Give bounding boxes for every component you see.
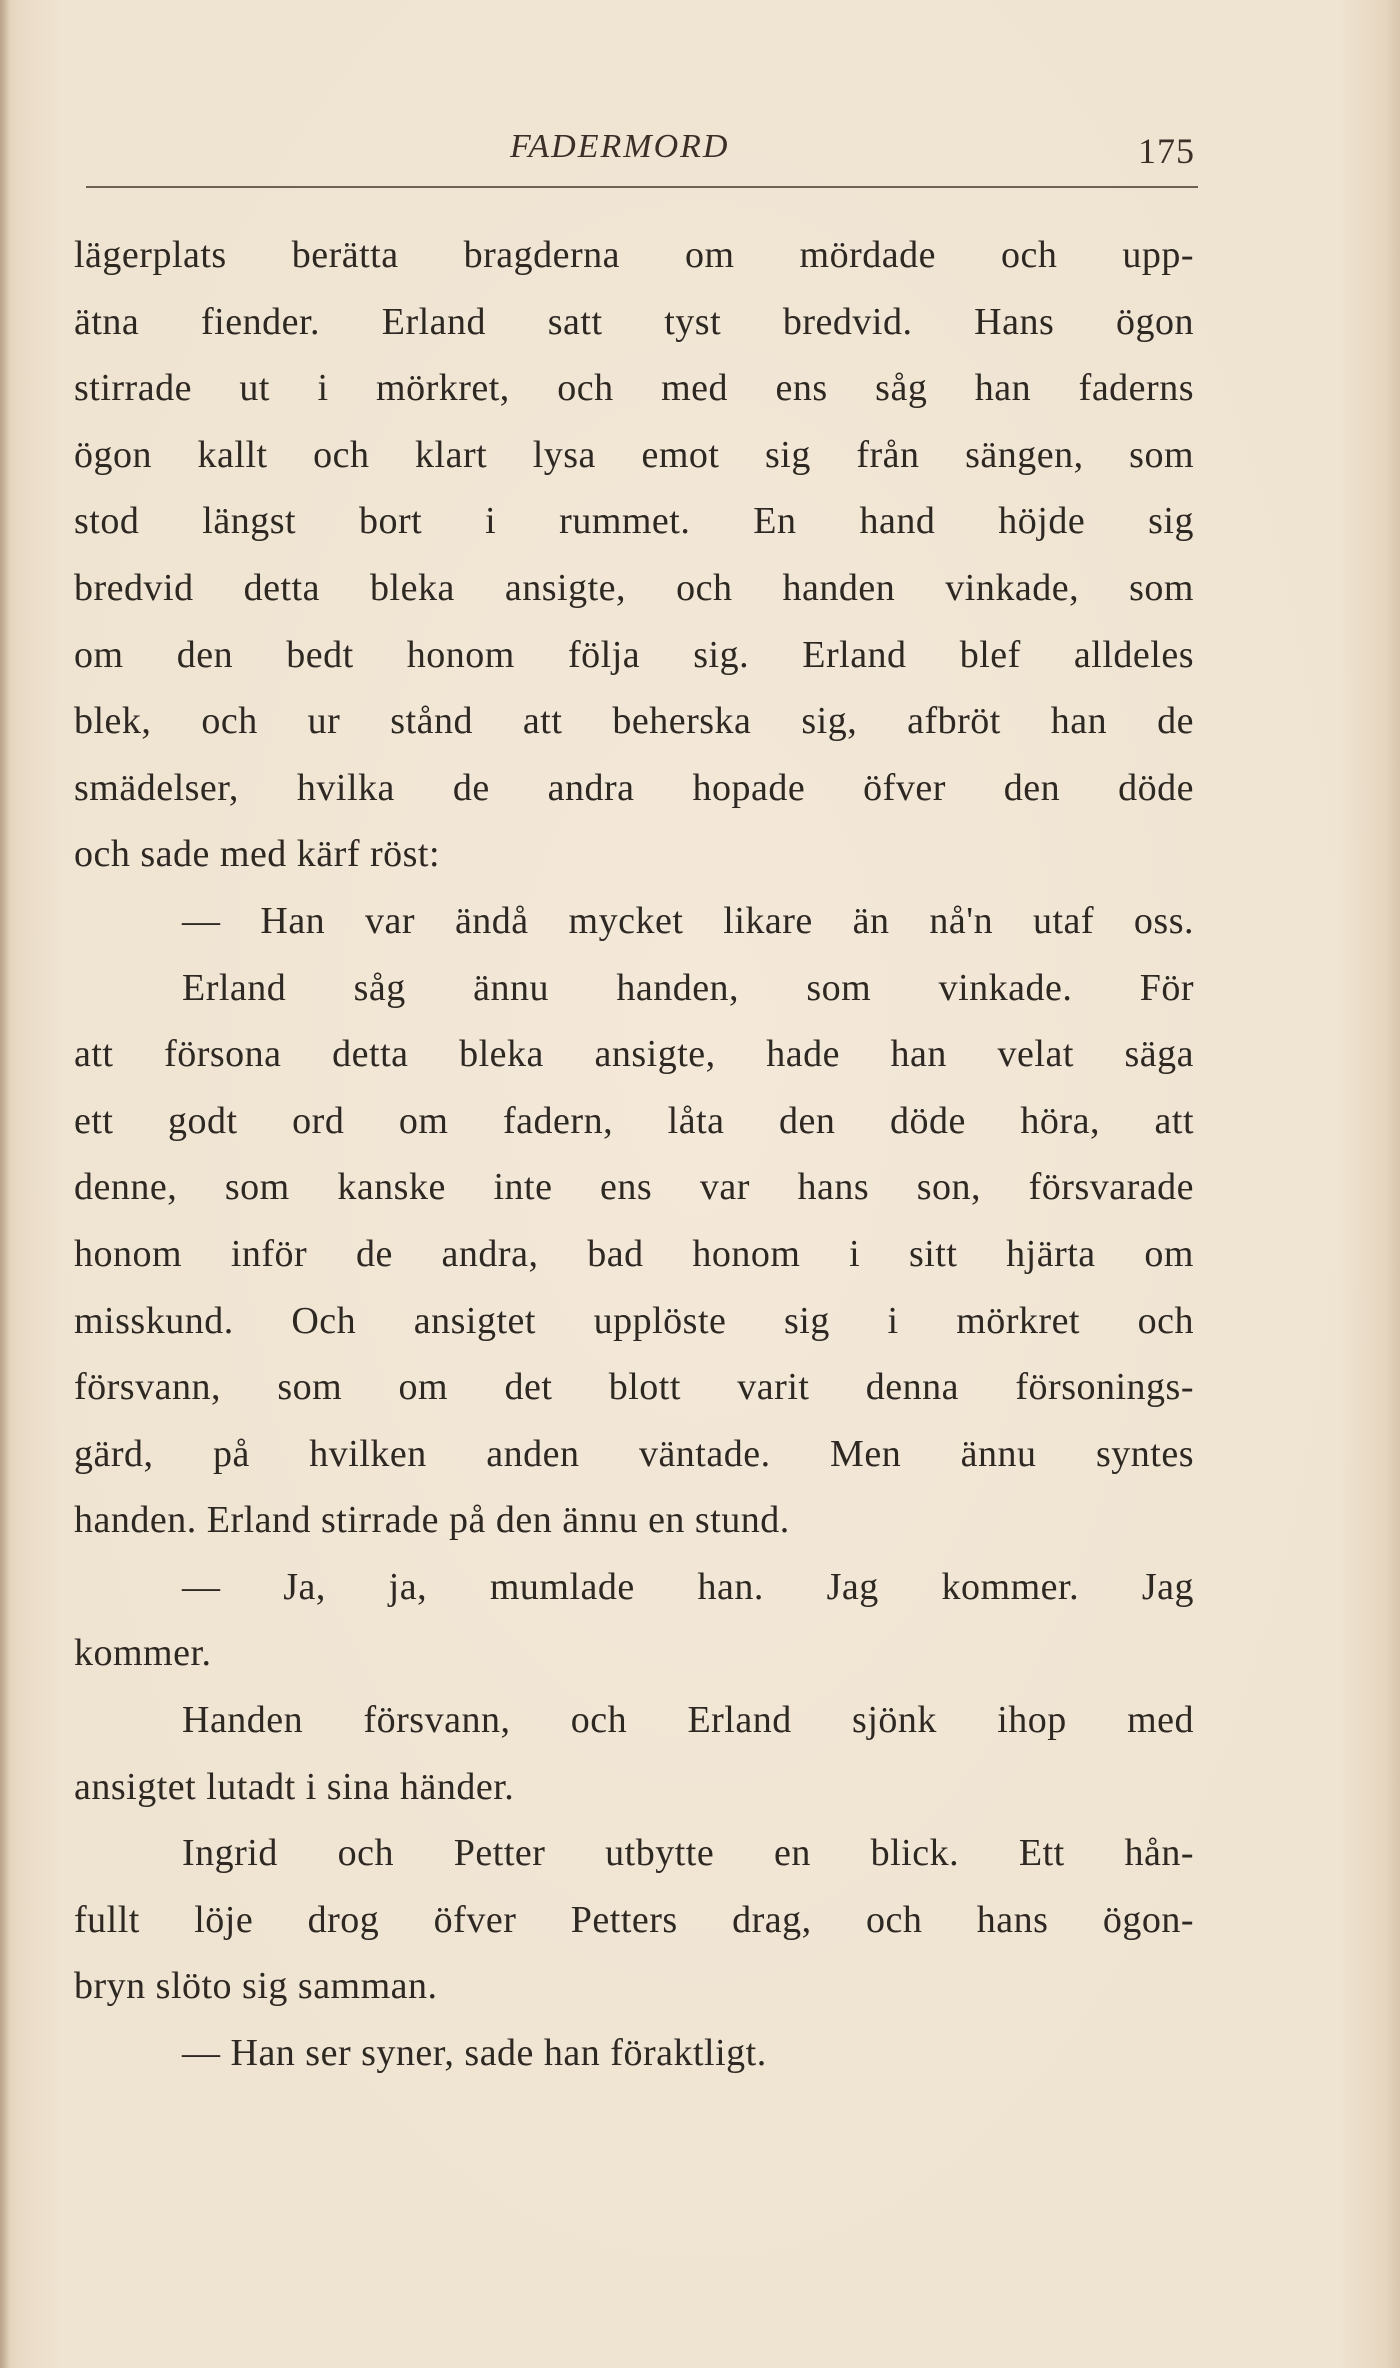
text-line: misskund. Och ansigtet upplöste sig i mörkret och bbox=[74, 1299, 1194, 1342]
text-line: försvann, som om det blott varit denna försonings- bbox=[74, 1366, 1194, 1409]
text-line: smädelser, hvilka de andra hopade öfver den döde bbox=[74, 766, 1194, 809]
text-line: — Han var ändå mycket likare än nå'n utaf oss. bbox=[182, 899, 1194, 942]
text-line: kommer. bbox=[74, 1632, 212, 1675]
body-text bbox=[74, 222, 1194, 2087]
text-line: ett godt ord om fadern, låta den döde höra, att bbox=[74, 1099, 1194, 1142]
text-line: bredvid detta bleka ansigte, och handen vinkade, som bbox=[74, 566, 1194, 609]
page-spine-shadow bbox=[0, 0, 10, 2368]
text-line: Handen försvann, och Erland sjönk ihop med bbox=[182, 1699, 1194, 1742]
text-line: gärd, på hvilken anden väntade. Men ännu syntes bbox=[74, 1432, 1194, 1475]
text-line: Erland såg ännu handen, som vinkade. För bbox=[182, 966, 1194, 1009]
page-header bbox=[0, 120, 1400, 180]
text-line: ögon kallt och klart lysa emot sig från sängen, som bbox=[74, 433, 1194, 476]
text-line: ansigtet lutadt i sina händer. bbox=[74, 1765, 515, 1808]
text-line: stirrade ut i mörkret, och med ens såg han faderns bbox=[74, 367, 1194, 410]
text-line: fullt löje drog öfver Petters drag, och hans ögon- bbox=[74, 1898, 1194, 1941]
text-line: denne, som kanske inte ens var hans son, försvarade bbox=[74, 1166, 1194, 1209]
text-line: ätna fiender. Erland satt tyst bredvid. Hans ögon bbox=[74, 300, 1194, 343]
text-line: handen. Erland stirrade på den ännu en stund. bbox=[74, 1499, 790, 1542]
text-line: Ingrid och Petter utbytte en blick. Ett hån- bbox=[182, 1832, 1194, 1875]
text-line: lägerplats berätta bragderna om mördade och upp- bbox=[74, 234, 1194, 276]
text-line: blek, och ur stånd att beherska sig, afbröt han de bbox=[74, 700, 1194, 743]
text-line: — Han ser syner, sade han föraktligt. bbox=[182, 2032, 767, 2075]
text-line: — Ja, ja, mumlade han. Jag kommer. Jag bbox=[182, 1565, 1194, 1608]
page-number: 175 bbox=[1138, 131, 1195, 171]
text-line: honom inför de andra, bad honom i sitt hjärta om bbox=[74, 1232, 1194, 1275]
header-rule bbox=[86, 186, 1198, 188]
text-line: bryn slöto sig samman. bbox=[74, 1965, 438, 2008]
text-line: stod längst bort i rummet. En hand höjde sig bbox=[74, 500, 1194, 543]
text-line: att försona detta bleka ansigte, hade han velat säga bbox=[74, 1033, 1194, 1076]
text-line: och sade med kärf röst: bbox=[74, 833, 441, 876]
running-title: FADERMORD bbox=[510, 128, 730, 165]
text-line: om den bedt honom följa sig. Erland blef alldeles bbox=[74, 633, 1194, 676]
